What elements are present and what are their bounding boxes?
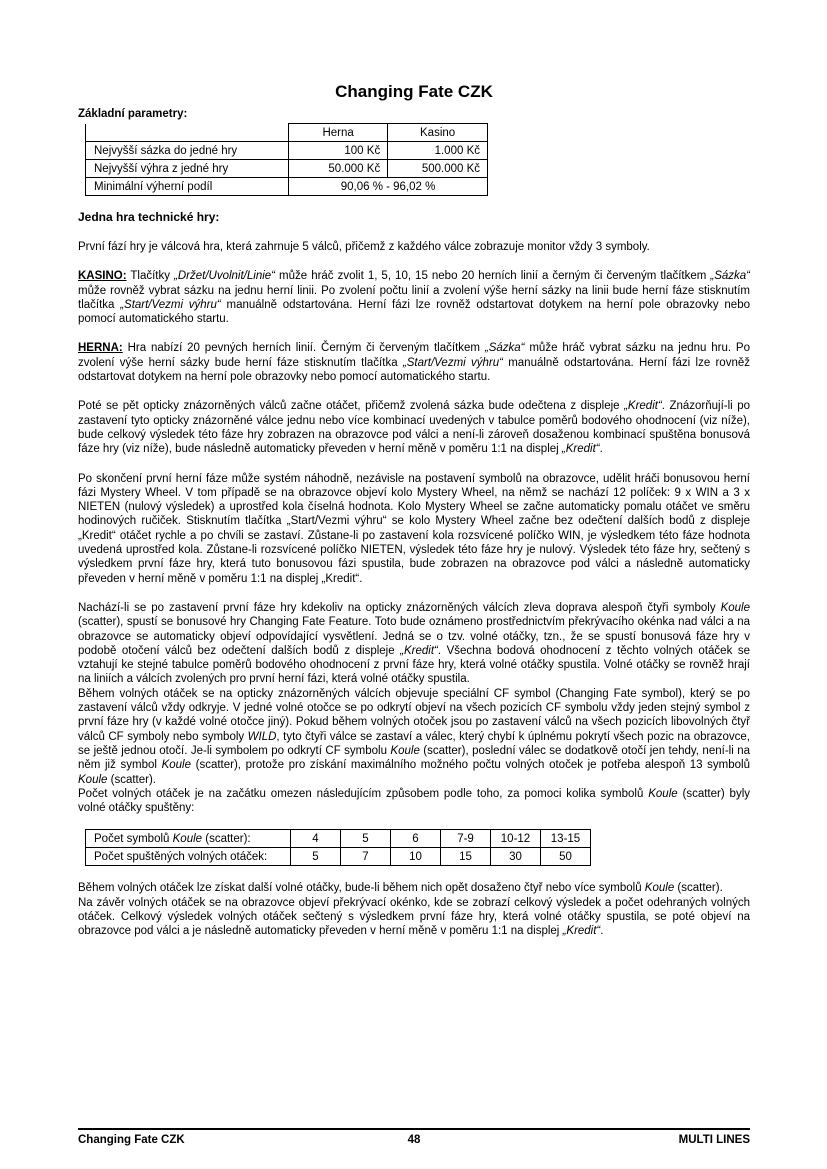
- params-col-header-kasino: Kasino: [388, 124, 488, 142]
- params-row-label: Minimální výherní podíl: [86, 178, 289, 196]
- params-row-label: Nejvyšší sázka do jedné hry: [86, 142, 289, 160]
- params-table: [85, 123, 488, 196]
- params-row-label: Nejvyšší výhra z jedné hry: [86, 160, 289, 178]
- footer-document-name: Changing Fate CZK: [78, 1134, 185, 1146]
- footer-category: MULTI LINES: [678, 1134, 750, 1146]
- paragraph-free-spins-end: Na závěr volných otáček se na obrazovce objeví překrývací okénko, kde se zobrazí celkový výsledek a počet odehraných volných otáček. Celkový výsledek volných otáček sečtený s výsledkem první fáze hry, která volné otáčky spustila, se poté objeví na obrazovce pod válci a je následně automaticky převeden v herní měně v poměru 1:1 na displej „Kredit“.: [78, 896, 750, 938]
- params-heading: Základní parametry:: [78, 108, 188, 120]
- scatter-count-cell: 6: [391, 830, 441, 848]
- paragraph-reels: Poté se pět opticky znázorněných válců začne otáčet, přičemž zvolená sázka bude odečtena z displeje „Kredit“. Znázorňují-li po zastavení tyto opticky znázorněné válce jednu nebo více kombinací uvedených v tabulce poměrů bodového ohodnocení (viz níže), bude celkový výsledek této fáze hry zobrazen na obrazovce pod válci a není-li zároveň dosaženou kombinací spuštěna bonusová fáze hry (viz níže), bude následně automaticky převeden v herní měně v poměru 1:1 na displej „Kredit“.: [78, 400, 751, 456]
- scatter-count-cell: 7-9: [441, 830, 491, 848]
- freespin-row-label: Počet spuštěných volných otáček:: [86, 848, 291, 866]
- params-row-merged-value: 90,06 % - 96,02 %: [289, 178, 488, 196]
- params-row-value-herna: 100 Kč: [289, 142, 388, 160]
- scatter-count-cell: 13-15: [541, 830, 591, 848]
- table-row: [86, 848, 591, 866]
- paragraph-additional-free-spins: Během volných otáček lze získat další volné otáčky, bude-li během nich opět dosaženo čtyř nebo více symbolů Koule (scatter).: [78, 882, 723, 895]
- page-footer: [78, 1128, 750, 1146]
- scatter-count-cell: 5: [341, 830, 391, 848]
- freespin-count-cell: 30: [491, 848, 541, 866]
- section-heading: Jedna hra technické hry:: [78, 210, 220, 224]
- paragraph-cf-symbol: Během volných otáček se na opticky znázorněných válcích objevuje speciální CF symbol (Changing Fate symbol), který se po zastavení válců vždy odkryje. V jedné volné otočce se po odkrytí objeví na všech pozicích CF symbolu vždy jeden stejný symbol z první fáze hry (v každé volné otočce jiný). Pokud během volných otoček jsou po zastavení válců na všech pozicích libovolných čtyř válců CF symboly nebo symboly WILD, tyto čtyři válce se zastaví a válec, který chybí k úplnému pokrytí všech pozic na obrazovce, se ještě jednou otočí. Je-li symbolem po odkrytí CF symbolu Koule (scatter), poslední válec se dodatkově otočí jen tehdy, není-li na něm již symbol Koule (scatter), protože pro získání maximálního možného počtu volných otoček je potřeba alespoň 13 symbolů Koule (scatter).: [78, 687, 750, 786]
- scatter-row-label: Počet symbolů Koule (scatter):: [86, 830, 291, 848]
- params-header-row: [86, 124, 488, 142]
- paragraph-kasino: KASINO: Tlačítky „Držet/Uvolnit/Linie“ může hráč zvolit 1, 5, 10, 15 nebo 20 herních linií a černým či červeným tlačítkem „Sázka“ může rovněž vybrat sázku na jednu herní linii. Po zvolení počtu linií a zvolení výše herní sázky na linii bude herní fáze stisknutím tlačítka „Start/Vezmi výhru“ manuálně odstartována. Herní fázi lze rovněž odstartovat dotykem na herní pole obrazovky nebo pomocí automatického startu.: [78, 270, 750, 326]
- table-row: [86, 142, 488, 160]
- footer-page-number: 48: [407, 1134, 421, 1146]
- paragraph-changing-fate-feature: Nachází-li se po zastavení první fáze hry kdekoliv na opticky znázorněných válcích zleva doprava alespoň čtyři symboly Koule (scatter), spustí se bonusové hry Changing Fate Feature. Toto bude oznámeno prostřednictvím překrývacího okénka nad válci a na obrazovce se automaticky objeví odpovídající vysvětlení. Jedná se o tzv. volné otáčky, tzn., že se spustí bonusová fáze hry v podobě otočení válců bez odečtení dalších bodů z displeje „Kredit“. Všechna bodová ohodnocení z těchto volných otáček se vztahují ke stejné tabulce poměrů bodového ohodnocení z první fáze hry, která volné otáčky spustila. Volné otáčky se rovněž hrají na liniích a válcích zvolených pro první herní fázi, která volné otáčky spustila.: [78, 601, 750, 686]
- table-row: [86, 178, 488, 196]
- params-col-header-herna: Herna: [289, 124, 388, 142]
- freespin-count-cell: 15: [441, 848, 491, 866]
- paragraph-herna: HERNA: Hra nabízí 20 pevných herních linií. Černým či červeným tlačítkem „Sázka“ může hráč vybrat sázku na jednu hru. Po zvolení výše herní sázky bude herní fáze stisknutím tlačítka „Start/Vezmi výhru“ manuálně odstartována. Herní fázi lze rovněž odstartovat dotykem na herní pole obrazovky nebo pomocí automatického startu.: [78, 342, 750, 384]
- freespin-count-cell: 5: [291, 848, 341, 866]
- scatter-count-cell: 10-12: [491, 830, 541, 848]
- paragraph-free-spins-count: Počet volných otáček je na začátku omezen následujícím způsobem podle toho, za pomoci kolika symbolů Koule (scatter) byly volné otáčky spuštěny:: [78, 787, 750, 815]
- document-content: [78, 0, 750, 939]
- scatter-table: [85, 829, 591, 866]
- page-title: Changing Fate CZK: [335, 82, 493, 101]
- params-empty-cell: [86, 124, 289, 142]
- params-row-value-kasino: 1.000 Kč: [388, 142, 488, 160]
- paragraph-mystery-wheel: Po skončení první herní fáze může systém náhodně, nezávisle na postavení symbolů na obrazovce, udělit hráči bonusovou herní fázi Mystery Wheel. V tom případě se na obrazovce objeví kolo Mystery Wheel, na němž se nachází 12 políček: 9 x WIN a 3 x NIETEN (nulový výsledek) a uprostřed kola číselná hodnota. Kolo Mystery Wheel se začne automaticky pomalu otáčet ve směru hodinových ručiček. Stisknutím tlačítka „Start/Vezmi výhru“ se kolo Mystery Wheel začne bez odečtení dalších bodů z displeje „Kredit“ otáčet rychle a po chvíli se zastaví. Zůstane-li po zastavení kola rozsvícené políčko WIN, je výsledkem této fáze hodnota uvedená uprostřed kola. Zůstane-li rozsvícené políčko NIETEN, výsledek této fáze hry je nulový. Výsledek této fáze hry, sečtený s výsledkem první fáze hry, která tuto bonusovou fázi spustila, bude zobrazen na obrazovce pod válci a následně automaticky převeden v herní měně v poměru 1:1 na displej „Kredit“.: [78, 472, 750, 585]
- paragraph-intro: První fází hry je válcová hra, která zahrnuje 5 válců, přičemž z každého válce zobrazuje monitor vždy 3 symboly.: [78, 241, 650, 253]
- freespin-count-cell: 7: [341, 848, 391, 866]
- params-row-value-kasino: 500.000 Kč: [388, 160, 488, 178]
- scatter-count-cell: 4: [291, 830, 341, 848]
- table-row: [86, 830, 591, 848]
- params-row-value-herna: 50.000 Kč: [289, 160, 388, 178]
- freespin-count-cell: 50: [541, 848, 591, 866]
- freespin-count-cell: 10: [391, 848, 441, 866]
- table-row: [86, 160, 488, 178]
